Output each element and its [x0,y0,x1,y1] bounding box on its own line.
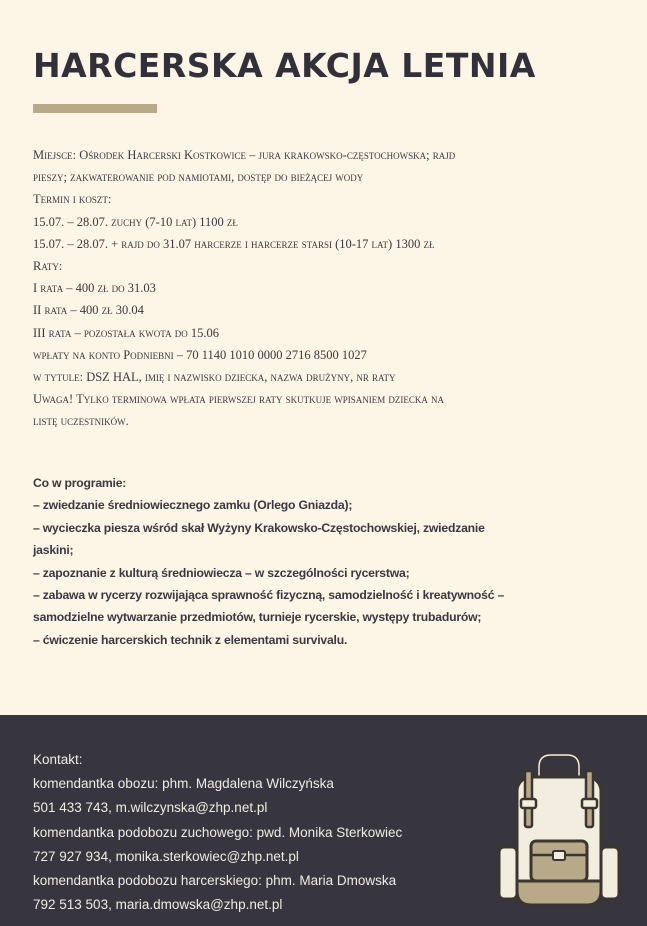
info-line: 15.07. – 28.07. + rajd do 31.07 harcerze i harcerze starsi (10-17 lat) 1300 zł [33,236,435,251]
info-line: Miejsce: Ośrodek Harcerski Kostkowice – jura krakowsko-częstochowska; rajd [33,148,456,162]
info-line: listę uczestników. [33,414,129,429]
contact-heading: Kontakt: [33,752,83,767]
contact-line: 792 513 503, maria.dmowska@zhp.net.pl [33,897,283,913]
backpack-icon [495,751,623,913]
program-item: – zwiedzanie średniowiecznego zamku (Orlego Gniazda); [33,498,353,513]
program-section [33,472,613,651]
program-item: jaskini; [33,543,74,558]
page-title: HARCERSKA AKCJA LETNIA [33,46,536,85]
contact-line: 727 927 934, monika.sterkowiec@zhp.net.pl [33,848,299,864]
program-item: – zapoznanie z kulturą średniowiecza – w szczególności rycerstwa; [33,565,410,580]
info-line: w tytule: DSZ HAL, imię i nazwisko dziecka, nazwa drużyny, nr raty [33,369,396,384]
program-heading: Co w programie: [33,476,127,490]
contact-section [33,748,483,917]
contact-line: komendantka obozu: phm. Magdalena Wilczyńska [33,776,334,792]
info-line: Termin i koszt: [33,192,112,207]
info-line: Uwaga! Tylko terminowa wpłata pierwszej raty skutkuje wpisaniem dziecka na [33,392,444,407]
info-line: II rata – 400 zł 30.04 [33,303,144,318]
program-item: – wycieczka piesza wśród skał Wyżyny Krakowsko-Częstochowskiej, zwiedzanie [33,520,485,535]
program-item: – ćwiczenie harcerskich technik z elementami survivalu. [33,632,348,647]
program-item: samodzielne wytwarzanie przedmiotów, turnieje rycerskie, występy trubadurów; [33,610,482,625]
contact-footer [0,715,647,926]
info-section [33,144,613,432]
info-line: I rata – 400 zł do 31.03 [33,281,156,296]
contact-line: komendantka podobozu harcerskiego: phm. Maria Dmowska [33,872,397,888]
info-line: III rata – pozostała kwota do 15.06 [33,325,219,340]
info-line: wpłaty na konto Podniebni – 70 1140 1010 0000 2716 8500 1027 [33,347,367,362]
info-line: pieszy; zakwaterowanie pod namiotami, dostęp do bieżącej wody [33,170,364,185]
info-line: 15.07. – 28.07. zuchy (7-10 lat) 1100 zł [33,214,238,229]
title-underline [33,104,157,113]
contact-line: komendantka podobozu zuchowego: pwd. Monika Sterkowiec [33,824,403,840]
info-line: Raty: [33,258,63,273]
program-item: – zabawa w rycerzy rozwijająca sprawność fizyczną, samodzielność i kreatywność – [33,587,505,602]
contact-line: 501 433 743, m.wilczynska@zhp.net.pl [33,800,268,816]
